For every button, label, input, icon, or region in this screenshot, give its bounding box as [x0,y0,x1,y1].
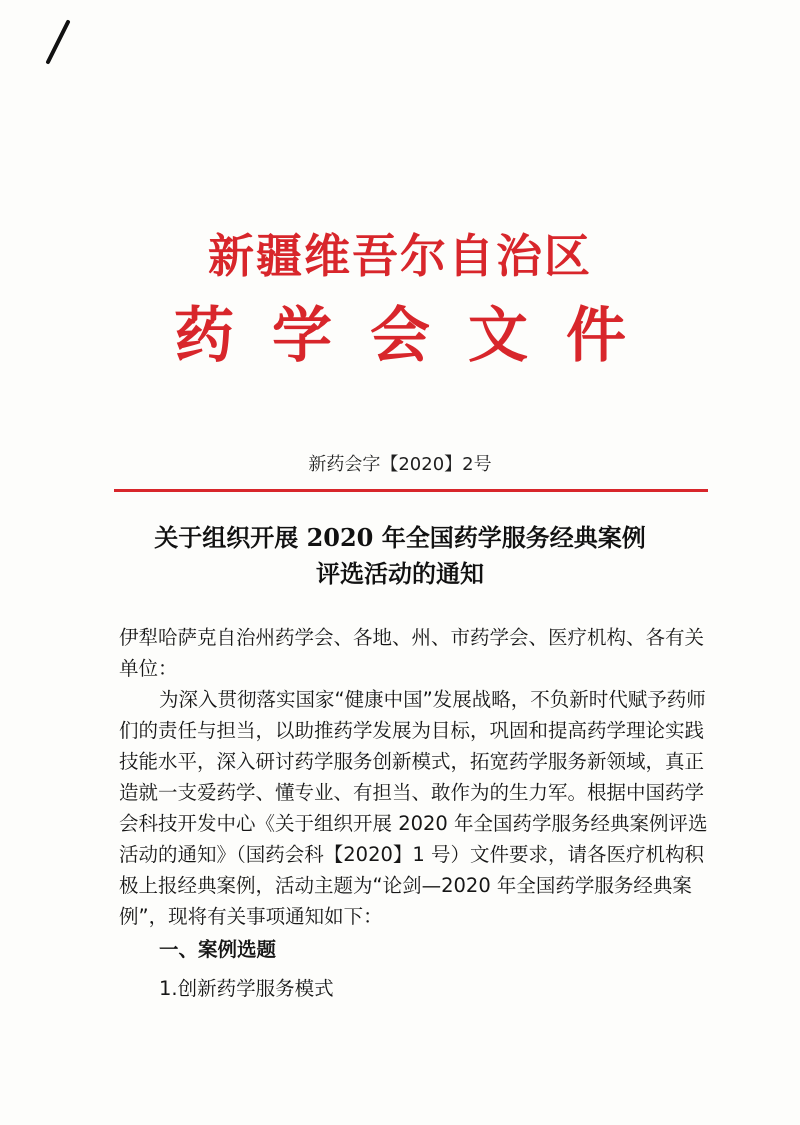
header-org-line2: 药学会文件 [174,301,664,371]
notice-title-line1: 关于组织开展 2020 年全国药学服务经典案例 [154,523,646,552]
section-heading-1: 一、案例选题 [159,938,277,961]
body-paragraph-1: 为深入贯彻落实国家“健康中国”发展战略，不负新时代赋予药师们的责任与担当，以助推药学发展为目标，巩固和提高药学理论实践技能水平，深入研讨药学服务创新模式，拓宽药学服务新领域，真正造就一支爱药学、懂专业、有担当、敢作为的生力军。根据中国药学会科技开发中心《关于组织开展 2020 年全国药学服务经典案例评选活动的通知》（国药会科【2020】1 号）文件要求，请各医疗机构积极上报经典案例，活动主题为“论剑—2020 年全国药学服务经典案例”，现将有关事项通知如下： [119,688,708,928]
salutation: 伊犁哈萨克自治州药学会、各地、州、市药学会、医疗机构、各有关单位： [119,626,705,680]
section-1-item-1: 1.创新药学服务模式 [159,977,334,1000]
red-divider-rule [114,489,708,492]
notice-body [119,622,719,1004]
notice-title-line2: 评选活动的通知 [316,559,484,588]
header-org-line1: 新疆维吾尔自治区 [208,229,592,283]
document-number: 新药会字【2020】2号 [308,454,492,475]
handwritten-slash-mark [38,18,78,66]
